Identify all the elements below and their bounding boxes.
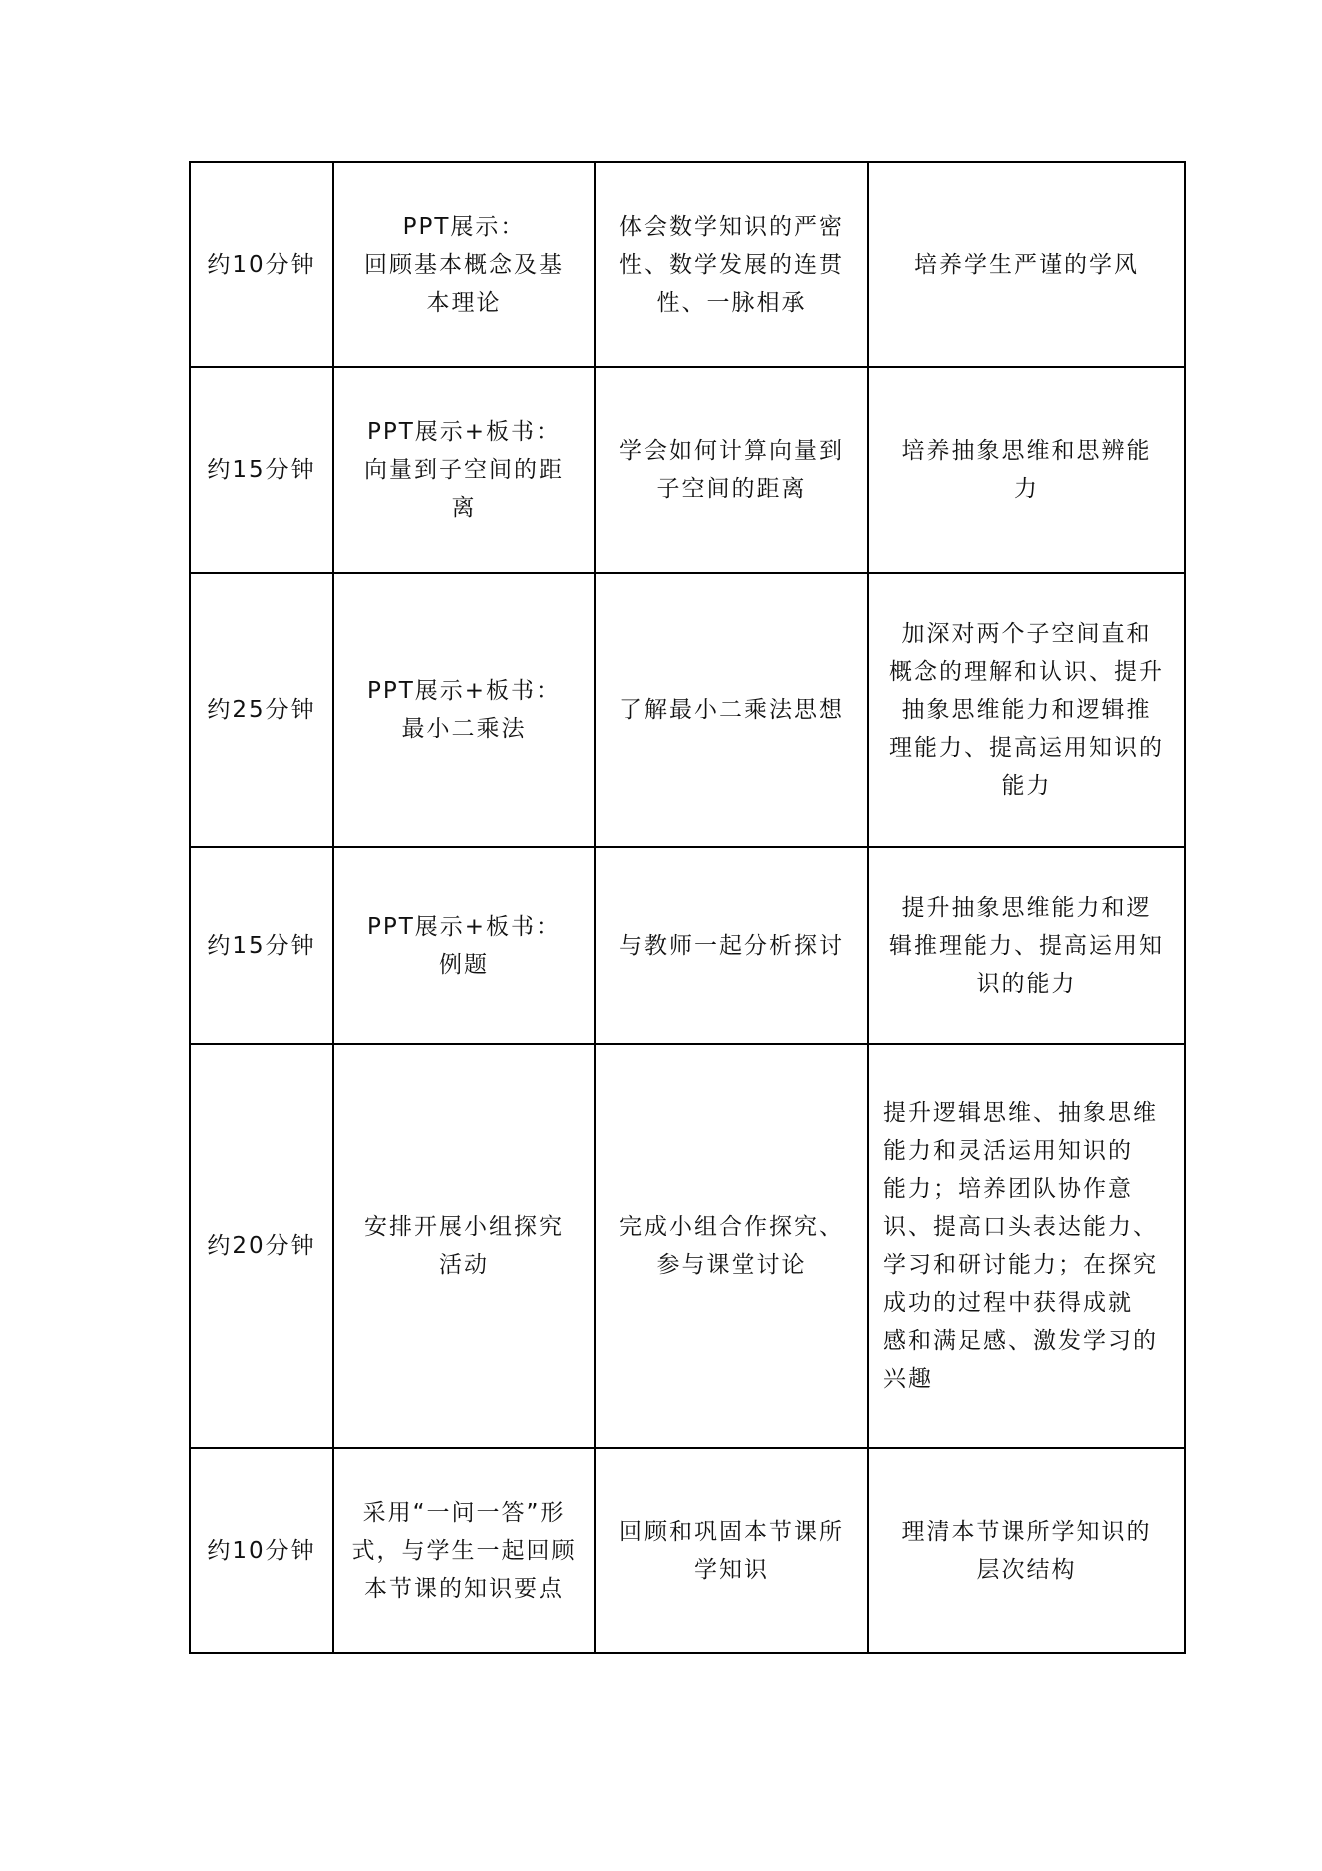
cell-student-activity <box>595 847 868 1044</box>
text-line: 式，与学生一起回顾 <box>351 1537 577 1564</box>
text-line: 本节课的知识要点 <box>364 1575 564 1602</box>
text-line: 力 <box>1014 476 1039 502</box>
text-line: 识、提高口头表达能力、 <box>883 1214 1158 1240</box>
text-line: 理能力、提高运用知识的 <box>889 735 1164 761</box>
cell-time: 约10分钟 <box>190 162 333 367</box>
text-line: 培养学生严谨的学风 <box>914 251 1139 278</box>
text-line: 最小二乘法 <box>401 716 527 742</box>
cell-student-activity <box>595 162 868 367</box>
table-row <box>190 573 1185 847</box>
text-line: 学知识 <box>694 1556 769 1583</box>
cell-time: 约25分钟 <box>190 573 333 847</box>
cell-teacher-activity <box>333 847 595 1044</box>
text-line: 学习和研讨能力；在探究 <box>883 1252 1158 1278</box>
cell-time: 约15分钟 <box>190 847 333 1044</box>
text-line: 离 <box>451 495 477 521</box>
cell-goal <box>868 1044 1185 1448</box>
text-line: PPT展示+板书： <box>366 419 562 445</box>
table-row <box>190 367 1185 573</box>
text-line: 例题 <box>439 951 489 978</box>
lesson-plan-table <box>189 161 1186 1654</box>
text-line: 回顾和巩固本节课所 <box>619 1518 844 1545</box>
text-line: 本理论 <box>426 289 502 316</box>
cell-goal <box>868 847 1185 1044</box>
text-line: 层次结构 <box>976 1556 1077 1583</box>
text-line: 抽象思维能力和逻辑推 <box>901 697 1152 723</box>
text-line: 兴趣 <box>883 1366 933 1392</box>
cell-teacher-activity <box>333 367 595 573</box>
text-line: 了解最小二乘法思想 <box>619 697 844 723</box>
cell-time: 约15分钟 <box>190 367 333 573</box>
text-line: PPT展示+板书： <box>366 678 562 704</box>
cell-time: 约10分钟 <box>190 1448 333 1653</box>
cell-student-activity <box>595 1044 868 1448</box>
text-line: 采用“一问一答”形 <box>362 1499 566 1526</box>
cell-goal <box>868 367 1185 573</box>
text-line: 识的能力 <box>976 970 1077 997</box>
text-line: 回顾基本概念及基 <box>364 251 564 278</box>
text-line: 性、数学发展的连贯 <box>619 251 844 278</box>
table-row <box>190 847 1185 1044</box>
text-line: 活动 <box>439 1252 489 1278</box>
cell-student-activity <box>595 1448 868 1653</box>
text-line: 培养抽象思维和思辨能 <box>901 438 1152 464</box>
cell-goal <box>868 162 1185 367</box>
text-line: 加深对两个子空间直和 <box>901 621 1152 647</box>
cell-teacher-activity <box>333 1044 595 1448</box>
cell-teacher-activity <box>333 1448 595 1653</box>
cell-student-activity <box>595 367 868 573</box>
text-line: 学会如何计算向量到 <box>619 438 844 464</box>
text-line: 体会数学知识的严密 <box>619 213 844 240</box>
cell-teacher-activity <box>333 162 595 367</box>
text-line: 提升逻辑思维、抽象思维 <box>883 1100 1158 1126</box>
cell-student-activity <box>595 573 868 847</box>
text-line: 安排开展小组探究 <box>364 1214 564 1240</box>
text-line: 理清本节课所学知识的 <box>901 1518 1152 1545</box>
text-line: 能力 <box>1001 773 1052 799</box>
text-line: 辑推理能力、提高运用知 <box>889 932 1164 959</box>
text-line: PPT展示： <box>402 213 526 240</box>
text-line: 完成小组合作探究、 <box>619 1214 844 1240</box>
text-line: 与教师一起分析探讨 <box>619 932 844 959</box>
table-row <box>190 1448 1185 1653</box>
text-line: 成功的过程中获得成就 <box>883 1290 1133 1316</box>
cell-teacher-activity <box>333 573 595 847</box>
text-line: 提升抽象思维能力和逻 <box>901 894 1152 921</box>
text-line: 概念的理解和认识、提升 <box>889 659 1164 685</box>
table-row <box>190 162 1185 367</box>
text-line: 子空间的距离 <box>656 476 807 502</box>
text-line: 感和满足感、激发学习的 <box>883 1328 1158 1354</box>
text-line: 向量到子空间的距 <box>364 457 564 483</box>
table-row <box>190 1044 1185 1448</box>
text-line: PPT展示+板书： <box>366 913 562 940</box>
text-line: 性、一脉相承 <box>656 289 807 316</box>
cell-goal <box>868 1448 1185 1653</box>
text-line: 能力；培养团队协作意 <box>883 1176 1133 1202</box>
cell-time: 约20分钟 <box>190 1044 333 1448</box>
text-line: 能力和灵活运用知识的 <box>883 1138 1133 1164</box>
text-line: 参与课堂讨论 <box>656 1252 807 1278</box>
cell-goal <box>868 573 1185 847</box>
